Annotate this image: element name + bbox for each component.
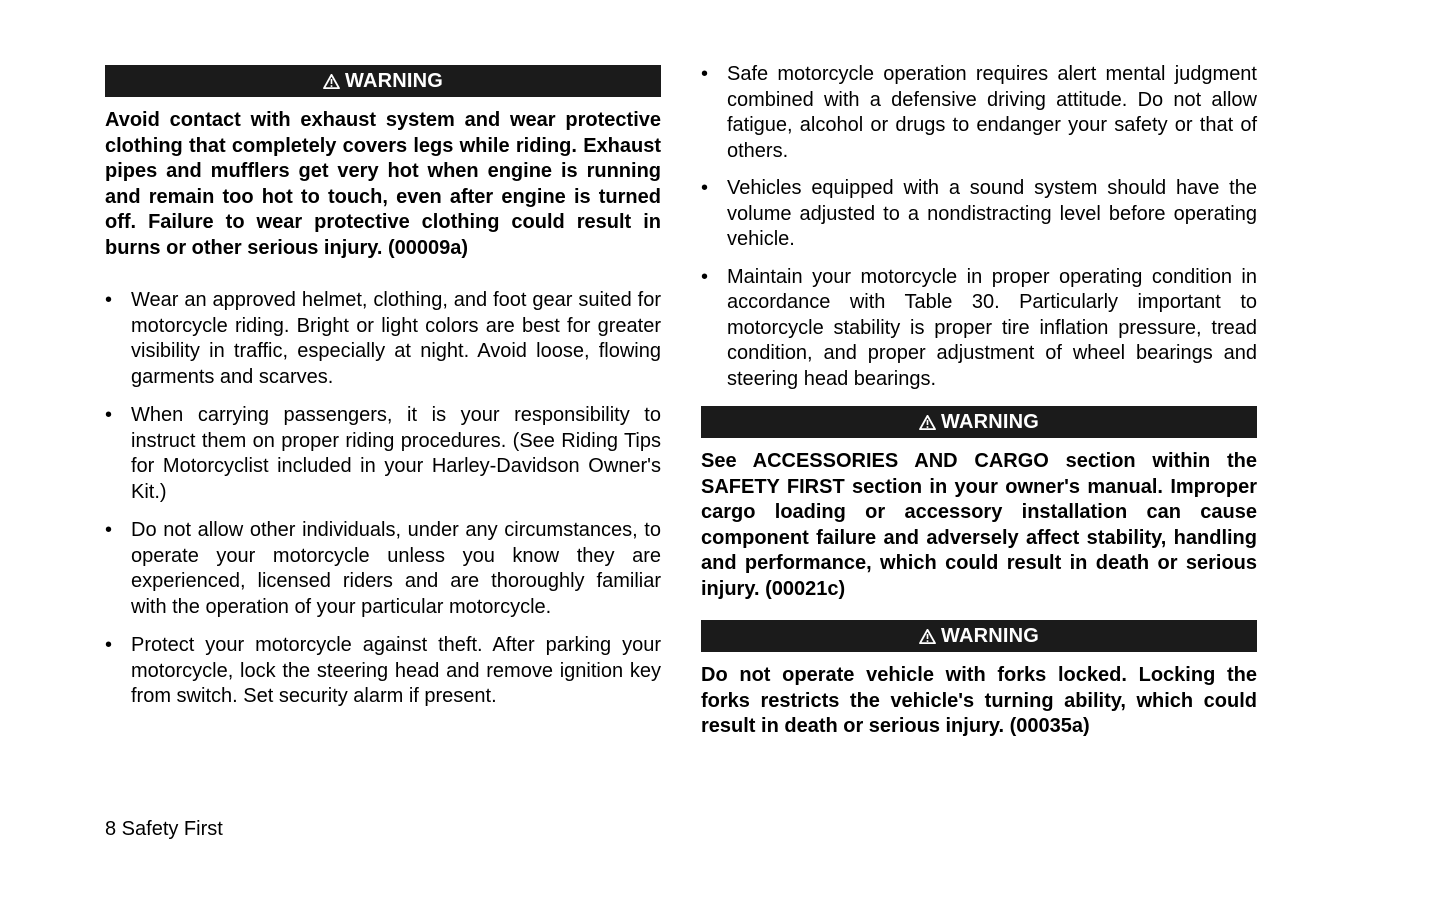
list-item-text: When carrying passengers, it is your responsibility to instruct them on proper riding procedures. (See Riding Tips for Motorcyclist included in your Harley-Davidson Owner's Kit.) [131, 404, 661, 503]
list-item-text: Do not allow other individuals, under any circumstances, to operate your motorcycle unless you know they are experienced, licensed riders and are thoroughly familiar with the operation of your particular motorcycle. [131, 519, 661, 618]
warning-triangle-icon [919, 415, 936, 430]
warning-triangle-icon [919, 629, 936, 644]
warning-header [701, 406, 1257, 438]
warning-label: WARNING [940, 410, 1040, 433]
list-item-text: Protect your motorcycle against theft. After parking your motorcycle, lock the steering head and remove ignition key from switch. Set security alarm if present. [131, 634, 661, 707]
warning-text: See ACCESSORIES AND CARGO section within the SAFETY FIRST section in your owner's manual. Improper cargo loading or accessory installation can cause component failure and adversely affect stability, handling and performance, which could result in death or serious injury. (00021c) [701, 450, 1257, 600]
bullet-list [105, 288, 661, 710]
bullet-glyph: • [105, 634, 113, 656]
warning-header [701, 620, 1257, 652]
bullet-list [701, 62, 1257, 392]
list-item-text: Vehicles equipped with a sound system should have the volume adjusted to a nondistracting level before operating vehicle. [727, 177, 1257, 250]
bullet-glyph: • [701, 265, 709, 288]
page-footer: 8 Safety First [105, 818, 223, 840]
bullet-glyph: • [105, 519, 113, 541]
list-item-text: Safe motorcycle operation requires alert mental judgment combined with a defensive driving attitude. Do not allow fatigue, alcohol or drugs to endanger your safety or that of others. [727, 63, 1257, 162]
left-column [105, 65, 661, 710]
list-item [701, 265, 1257, 393]
list-item [105, 633, 661, 710]
list-item [105, 403, 661, 505]
list-item [105, 518, 661, 620]
bullet-glyph: • [701, 63, 709, 85]
bullet-glyph: • [105, 404, 113, 426]
list-item [701, 176, 1257, 253]
warning-text: Avoid contact with exhaust system and wear protective clothing that completely covers legs while riding. Exhaust pipes and mufflers get very hot when engine is running and remain too hot to touch, even after engine is turned off. Failure to wear protective clothing could result in burns or other serious injury. (00009a) [105, 109, 661, 259]
warning-text: Do not operate vehicle with forks locked. Locking the forks restricts the vehicle's turning ability, which could result in death or serious injury. (00035a) [701, 664, 1257, 737]
list-item-text: Maintain your motorcycle in proper operating condition in accordance with Table 30. Particularly important to motorcycle stability is proper tire inflation pressure, tread condition, and proper adjustment of wheel bearings and steering head bearings. [727, 265, 1257, 390]
list-item-text: Wear an approved helmet, clothing, and foot gear suited for motorcycle riding. Bright or light colors are best for greater visibility in traffic, especially at night. Avoid loose, flowing garments and scarves. [131, 289, 661, 388]
warning-header [105, 65, 661, 97]
bullet-glyph: • [105, 289, 113, 311]
bullet-glyph: • [701, 177, 709, 199]
list-item [105, 288, 661, 390]
right-column [701, 62, 1257, 740]
list-item [701, 62, 1257, 164]
warning-label: WARNING [344, 69, 444, 92]
warning-triangle-icon [323, 74, 340, 89]
warning-label: WARNING [940, 624, 1040, 647]
